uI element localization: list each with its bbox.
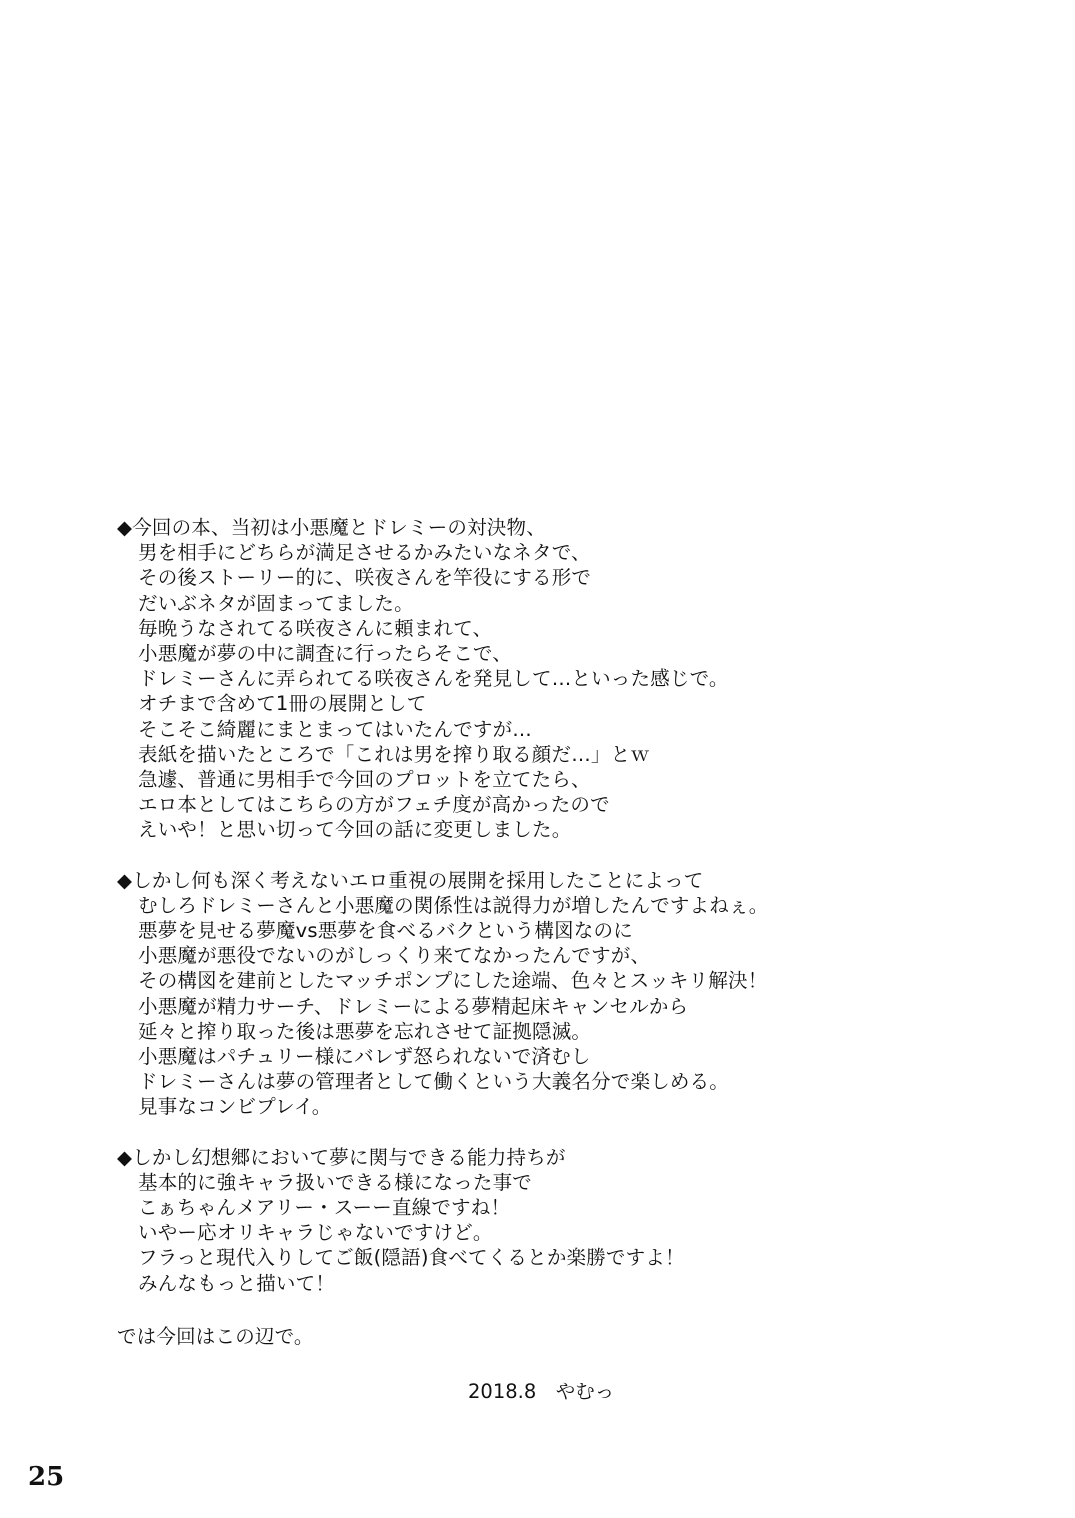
text-line: みんなもっと描いて！ — [138, 1271, 336, 1295]
text-line: 小悪魔が夢の中に調査に行ったらそこで、 — [138, 642, 512, 666]
text-line: その構図を建前としたマッチポンプにした途端、色々とスッキリ解決！ — [138, 969, 768, 993]
text-line: ◆しかし何も深く考えないエロ重視の展開を採用したことによって — [117, 868, 704, 892]
author-signature: 2018.8 やむっ — [468, 1380, 615, 1403]
text-line: だいぶネタが固まってました。 — [138, 591, 414, 615]
text-line: こぁちゃんメアリー・スーー直線ですね！ — [138, 1196, 511, 1220]
closing-line: では今回はこの辺で。 — [117, 1324, 314, 1348]
text-line: 延々と搾り取った後は悪夢を忘れさせて証拠隠滅。 — [138, 1019, 592, 1043]
text-line: オチまで含めて1冊の展開として — [138, 692, 427, 716]
text-line: えいや！と思い切って今回の話に変更しました。 — [138, 818, 572, 842]
text-line: フラっと現代入りしてご飯(隠語)食べてくるとか楽勝ですよ！ — [138, 1246, 685, 1270]
text-line: 小悪魔が悪役でないのがしっくり来てなかったんですが、 — [138, 944, 651, 968]
text-line: 小悪魔はパチュリー様にバレず怒られないで済むし — [138, 1045, 591, 1069]
text-line: むしろドレミーさんと小悪魔の関係性は説得力が増したんですよねぇ。 — [138, 893, 769, 917]
afterword-body — [117, 515, 837, 1349]
text-line: その後ストーリー的に、咲夜さんを竿役にする形で — [138, 566, 592, 590]
text-line: いやー応オリキャラじゃないですけど。 — [138, 1221, 493, 1245]
text-line: 小悪魔が精力サーチ、ドレミーによる夢精起床キャンセルから — [138, 994, 689, 1018]
text-line: 男を相手にどちらが満足させるかみたいなネタで、 — [138, 541, 591, 565]
afterword-paragraph-2 — [117, 868, 837, 1120]
text-line: ◆今回の本、当初は小悪魔とドレミーの対決物、 — [117, 516, 546, 539]
page-number: 25 — [28, 1462, 65, 1492]
text-line: 急遽、普通に男相手で今回のプロットを立てたら、 — [138, 768, 591, 792]
text-line: ドレミーさんは夢の管理者として働くという大義名分で楽しめる。 — [138, 1070, 730, 1094]
text-line: 基本的に強キャラ扱いできる様になった事で — [138, 1170, 533, 1194]
afterword-paragraph-3 — [117, 1145, 837, 1296]
text-line: ◆しかし幻想郷において夢に関与できる能力持ちが — [117, 1145, 566, 1169]
text-line: そこそこ綺麗にまとまってはいたんですが… — [138, 717, 533, 741]
text-line: 毎晩うなされてる咲夜さんに頼まれて、 — [138, 616, 493, 640]
text-line: 表紙を描いたところで「これは男を搾り取る顔だ…」とｗ — [138, 742, 651, 766]
text-line: エロ本としてはこちらの方がフェチ度が高かったので — [138, 793, 610, 817]
text-line: ドレミーさんに弄られてる咲夜さんを発見して…といった感じで。 — [138, 667, 729, 691]
text-line: 悪夢を見せる夢魔vs悪夢を食べるバクという構図なのに — [138, 919, 633, 943]
text-line: 見事なコンビプレイ。 — [138, 1095, 332, 1119]
afterword-paragraph-1 — [117, 515, 837, 843]
